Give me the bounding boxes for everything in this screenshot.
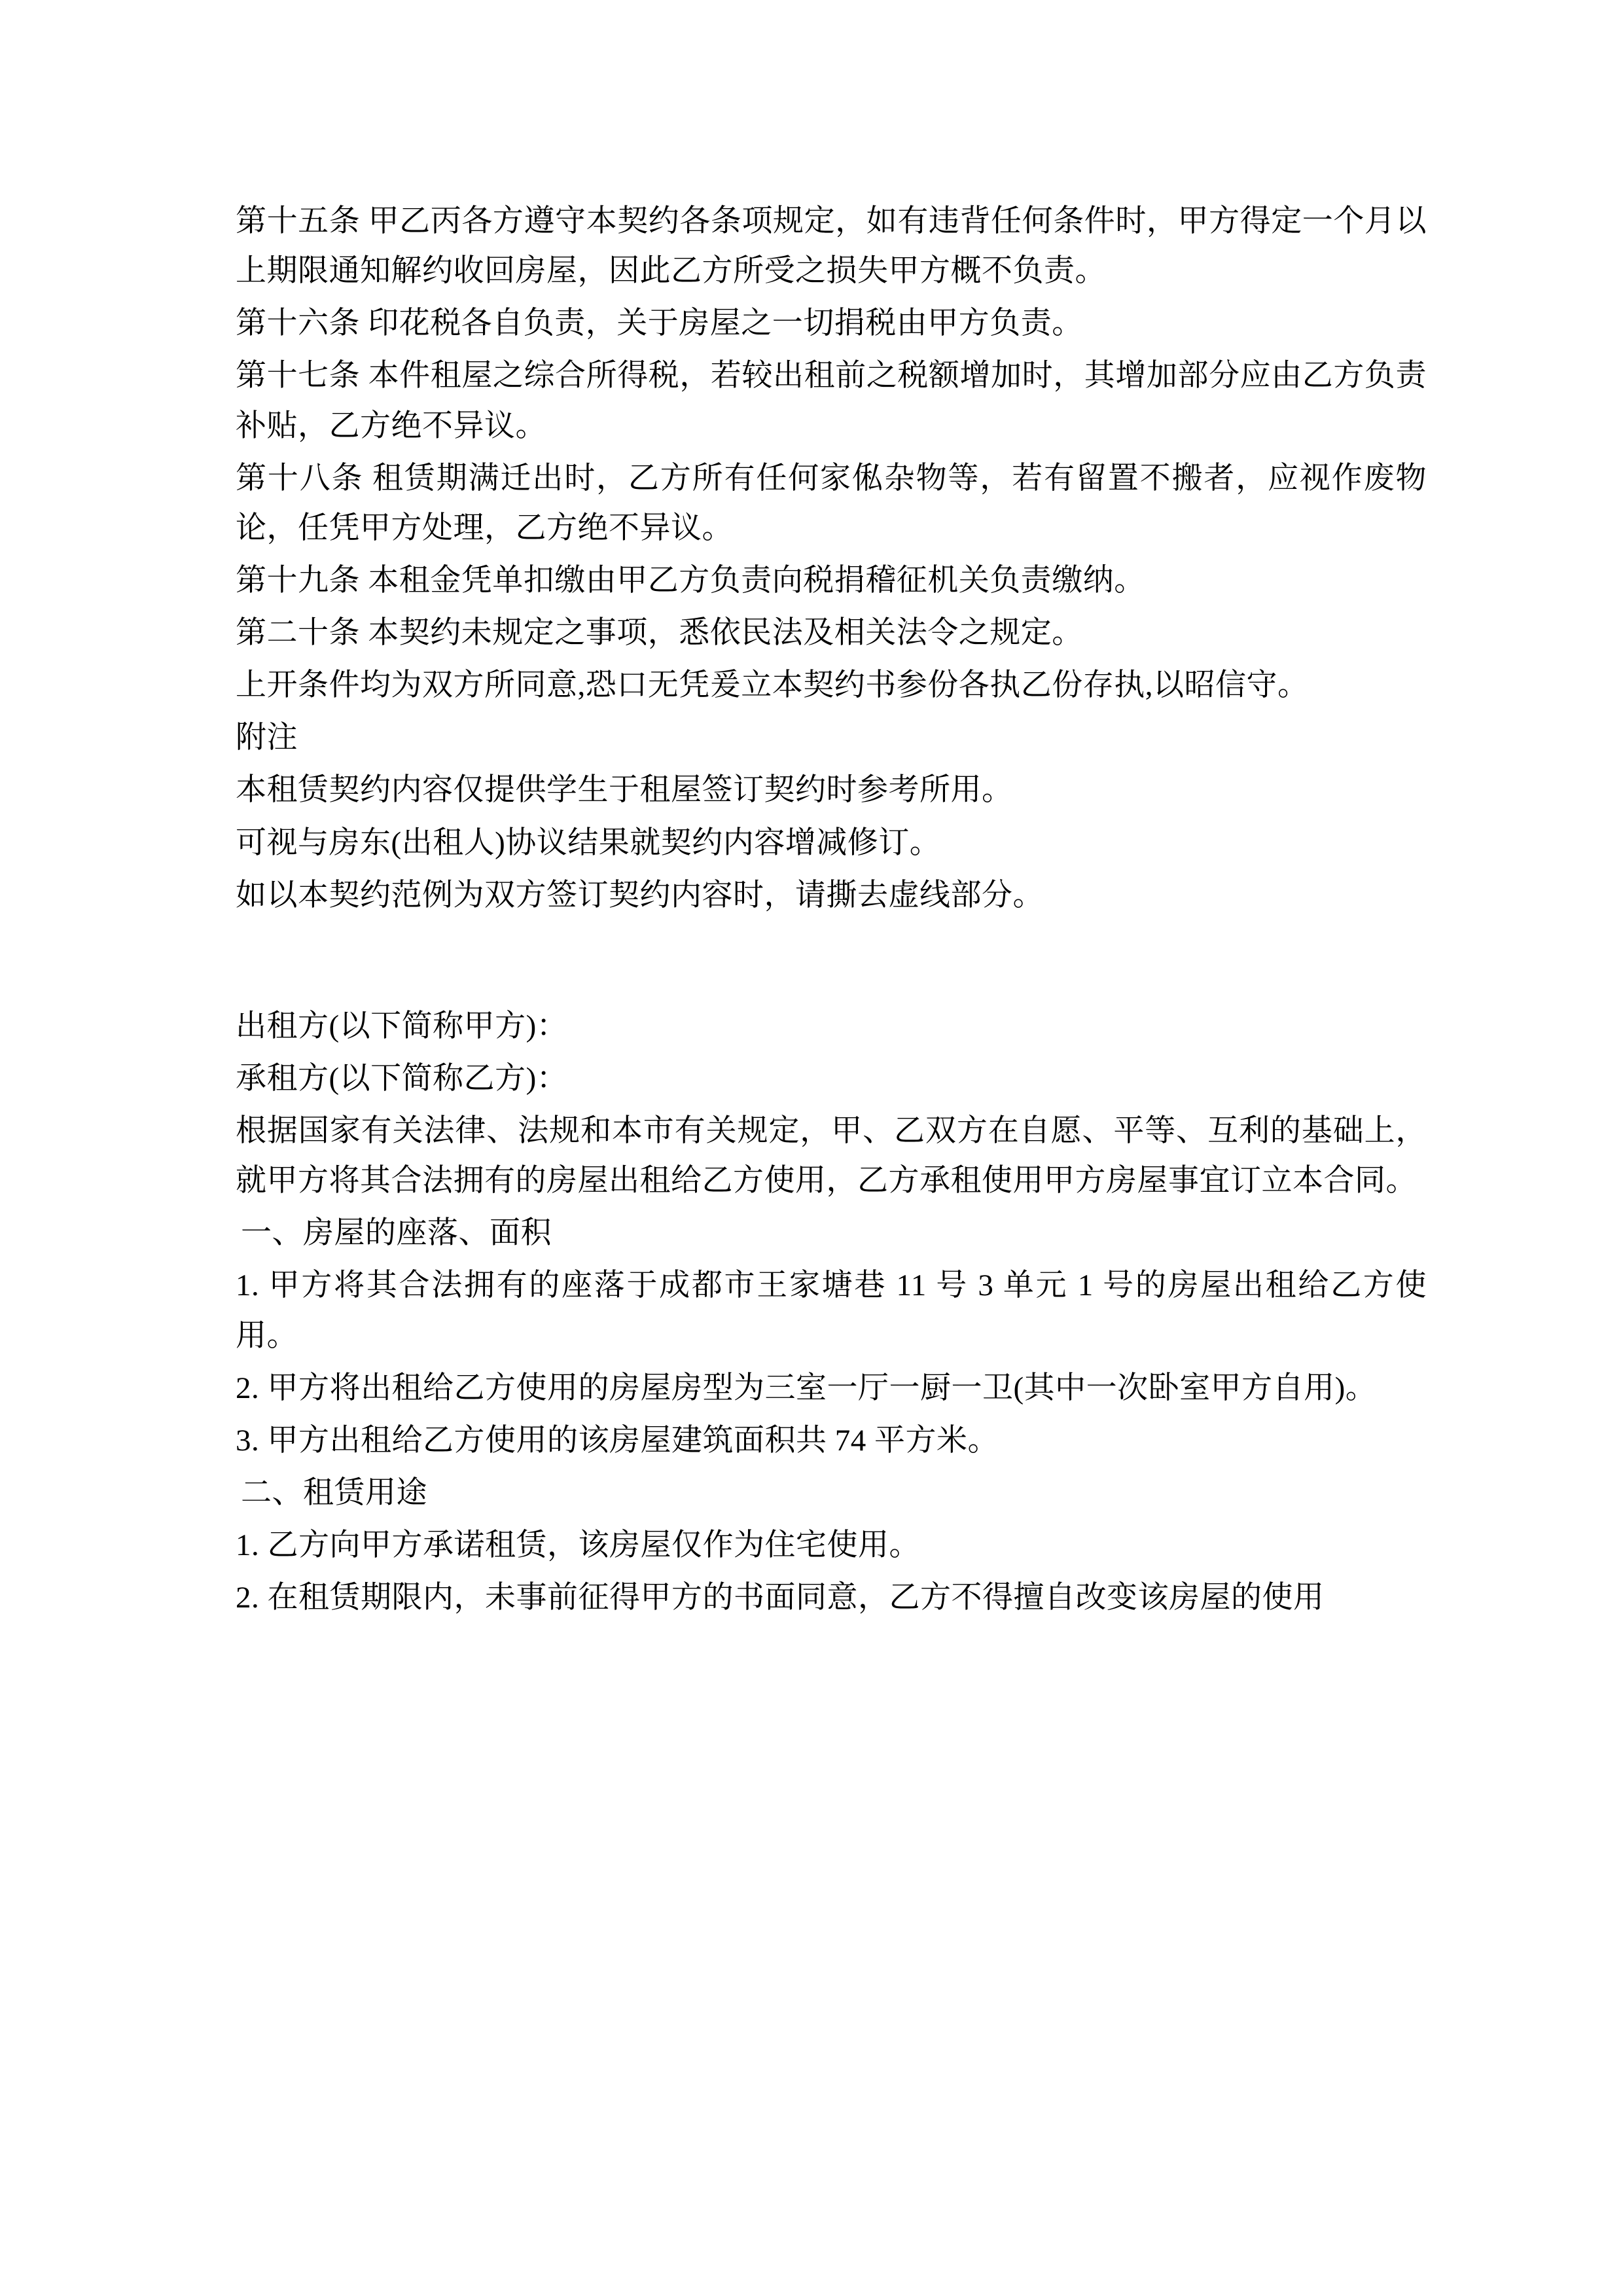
section-two-item-2: 2. 在租赁期限内，未事前征得甲方的书面同意，乙方不得擅自改变该房屋的使用 (236, 1581, 1325, 1615)
clause-twenty: 第二十条 本契约未规定之事项，悉依民法及相关法令之规定。 (236, 616, 1083, 650)
clause-fifteen: 第十五条 甲乙丙各方遵守本契约各条项规定，如有违背任何条件时，甲方得定一个月以上期限通知解约收回房屋，因此乙方所受之损失甲方概不负责。 (236, 204, 1427, 289)
section-spacer (236, 923, 1427, 1001)
note-line-3: 如以本契约范例为双方签订契约内容时，请撕去虚线部分。 (236, 878, 1044, 912)
section-one-item-2: 2. 甲方将出租给乙方使用的房屋房型为三室一厅一厨一卫(其中一次卧室甲方自用)。 (236, 1371, 1377, 1405)
closing-statement: 上开条件均为双方所同意,恐口无凭爰立本契约书参份各执乙份存执,以昭信守。 (236, 668, 1309, 703)
section-one-heading: 一、房屋的座落、面积 (241, 1216, 552, 1251)
section-two-heading: 二、租赁用途 (241, 1475, 427, 1510)
lessee-line: 承租方(以下简称乙方)： (236, 1061, 568, 1096)
section-two-item-1: 1. 乙方向甲方承诺租赁，该房屋仅作为住宅使用。 (236, 1528, 920, 1562)
section-one-item-1: 1. 甲方将其合法拥有的座落于成都市王家塘巷 11 号 3 单元 1 号的房屋出租给乙方使用。 (236, 1268, 1427, 1353)
lessor-line: 出租方(以下简称甲方)： (236, 1009, 568, 1043)
clause-nineteen: 第十九条 本租金凭单扣缴由甲乙方负责向税捐稽征机关负责缴纳。 (236, 563, 1145, 598)
document-body (236, 196, 1427, 1623)
note-line-1: 本租赁契约内容仅提供学生于租屋签订契约时参考所用。 (236, 773, 1013, 808)
notes-heading: 附注 (236, 721, 298, 755)
note-line-2: 可视与房东(出租人)协议结果就契约内容增减修订。 (236, 825, 941, 860)
clause-sixteen: 第十六条 印花税各自负责，关于房屋之一切捐税由甲方负责。 (236, 306, 1083, 341)
preamble-paragraph: 根据国家有关法律、法规和本市有关规定，甲、乙双方在自愿、平等、互利的基础上，就甲方将其合法拥有的房屋出租给乙方使用，乙方承租使用甲方房屋事宜订立本合同。 (236, 1114, 1427, 1198)
section-one-item-3: 3. 甲方出租给乙方使用的该房屋建筑面积共 74 平方米。 (236, 1423, 999, 1458)
clause-eighteen: 第十八条 租赁期满迁出时，乙方所有任何家俬杂物等，若有留置不搬者，应视作废物论，任凭甲方处理，乙方绝不异议。 (236, 461, 1427, 545)
clause-seventeen: 第十七条 本件租屋之综合所得税，若较出租前之税额增加时，其增加部分应由乙方负责补贴，乙方绝不异议。 (236, 359, 1427, 443)
